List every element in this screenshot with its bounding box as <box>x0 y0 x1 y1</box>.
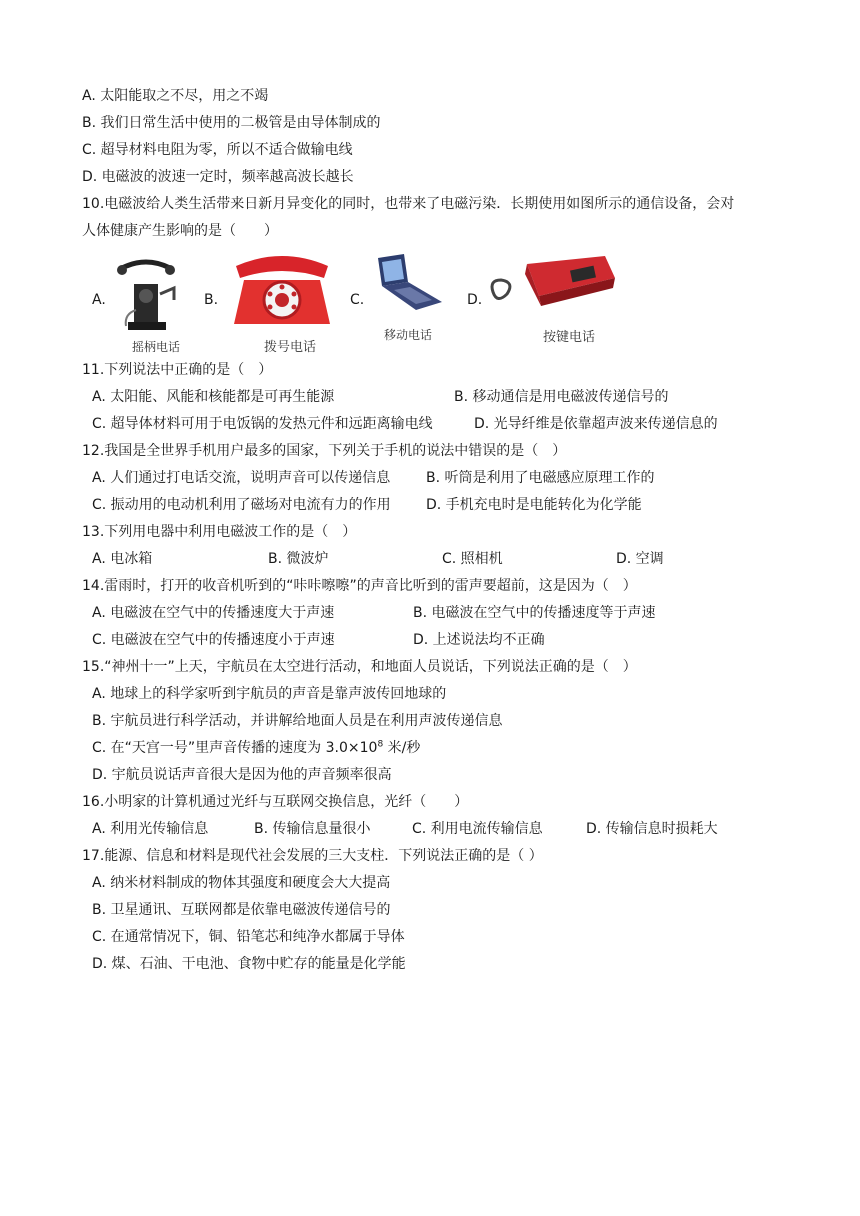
q11-option-c: C. 超导体材料可用于电饭锅的发热元件和远距离输电线 <box>92 416 433 432</box>
q9-option-d: D. 电磁波的波速一定时，频率越高波长越长 <box>82 169 354 185</box>
q16-option-a: A. 利用光传输信息 <box>92 821 209 837</box>
q15-stem: 15.“神州十一”上天，宇航员在太空进行活动，和地面人员说话，下列说法正确的是（ ） <box>82 659 637 675</box>
q13-stem: 13.下列用电器中利用电磁波工作的是（ ） <box>82 524 357 540</box>
q12-option-b: B. 听筒是利用了电磁感应原理工作的 <box>426 470 655 486</box>
q16-stem: 16.小明家的计算机通过光纤与互联网交换信息，光纤（ ） <box>82 794 469 810</box>
option-letter: C. <box>350 292 365 308</box>
q9-option-b: B. 我们日常生活中使用的二极管是由导体制成的 <box>82 115 381 131</box>
q9-option-a: A. 太阳能取之不尽，用之不竭 <box>82 88 269 104</box>
push-button-telephone-icon <box>487 252 619 316</box>
q13-option-b: B. 微波炉 <box>268 551 329 567</box>
q15-option-d: D. 宇航员说话声音很大是因为他的声音频率很高 <box>92 767 392 783</box>
q10-caption-d: 按键电话 <box>543 330 596 345</box>
q17-option-c: C. 在通常情况下，铜、铅笔芯和纯净水都属于导体 <box>92 929 405 945</box>
q14-option-b: B. 电磁波在空气中的传播速度等于声速 <box>413 605 656 621</box>
q16-option-d: D. 传输信息时损耗大 <box>586 821 718 837</box>
q10-option-c <box>350 250 460 360</box>
q15-option-b: B. 宇航员进行科学活动，并讲解给地面人员是在利用声波传递信息 <box>92 713 503 729</box>
q13-option-d: D. 空调 <box>616 551 664 567</box>
q12-stem: 12.我国是全世界手机用户最多的国家，下列关于手机的说法中错误的是（ ） <box>82 443 567 459</box>
rotary-telephone-icon <box>226 250 338 330</box>
q16-option-b: B. 传输信息量很小 <box>254 821 371 837</box>
q13-option-c: C. 照相机 <box>442 551 503 567</box>
q9-option-c: C. 超导材料电阻为零，所以不适合做输电线 <box>82 142 353 158</box>
q15-option-c <box>92 738 420 758</box>
q17-stem: 17.能源、信息和材料是现代社会发展的三大支柱．下列说法正确的是（ ） <box>82 848 543 864</box>
q17-option-b: B. 卫星通讯、互联网都是依靠电磁波传递信号的 <box>92 902 391 918</box>
q11-option-a: A. 太阳能、风能和核能都是可再生能源 <box>92 389 335 405</box>
q10-option-b <box>204 250 344 360</box>
q13-option-a: A. 电冰箱 <box>92 551 153 567</box>
option-letter: B. <box>204 292 219 308</box>
q10-option-a <box>92 250 202 360</box>
q15-option-a: A. 地球上的科学家听到宇航员的声音是靠声波传回地球的 <box>92 686 447 702</box>
q10-stem-line2: 人体健康产生影响的是（ ） <box>82 223 278 239</box>
q14-stem: 14.雷雨时，打开的收音机听到的“咔咔嚓嚓”的声音比听到的雷声要超前，这是因为（ ） <box>82 578 637 594</box>
q10-stem-line1: 10.电磁波给人类生活带来日新月异变化的同时，也带来了电磁污染．长期使用如图所示的通信设备，会对 <box>82 196 735 212</box>
q10-caption-a: 摇柄电话 <box>132 340 181 354</box>
option-letter: A. <box>92 292 106 308</box>
q15-option-c-text: C. 在“天宫一号”里声音传播的速度为 3.0×10 <box>92 740 378 756</box>
q14-option-c: C. 电磁波在空气中的传播速度小于声速 <box>92 632 335 648</box>
q17-option-d: D. 煤、石油、干电池、食物中贮存的能量是化学能 <box>92 956 406 972</box>
q10-caption-b: 拨号电话 <box>264 340 317 355</box>
q12-option-a: A. 人们通过打电话交流，说明声音可以传递信息 <box>92 470 391 486</box>
option-letter: D. <box>467 292 483 308</box>
q14-option-a: A. 电磁波在空气中的传播速度大于声速 <box>92 605 335 621</box>
q14-option-d: D. 上述说法均不正确 <box>413 632 545 648</box>
q10-option-d <box>467 250 627 360</box>
q15-option-c-unit: 米/秒 <box>383 740 421 756</box>
q11-option-b: B. 移动通信是用电磁波传递信号的 <box>454 389 669 405</box>
crank-telephone-icon <box>112 254 184 334</box>
q10-caption-c: 移动电话 <box>384 328 433 342</box>
q11-stem: 11.下列说法中正确的是（ ） <box>82 362 273 378</box>
mobile-phone-icon <box>370 252 450 316</box>
q11-option-d: D. 光导纤维是依靠超声波来传递信息的 <box>474 416 718 432</box>
q17-option-a: A. 纳米材料制成的物体其强度和硬度会大大提高 <box>92 875 391 891</box>
q12-option-d: D. 手机充电时是电能转化为化学能 <box>426 497 642 513</box>
q12-option-c: C. 振动用的电动机利用了磁场对电流有力的作用 <box>92 497 391 513</box>
q15-option-c-exponent: 8 <box>377 739 384 750</box>
q16-option-c: C. 利用电流传输信息 <box>412 821 543 837</box>
